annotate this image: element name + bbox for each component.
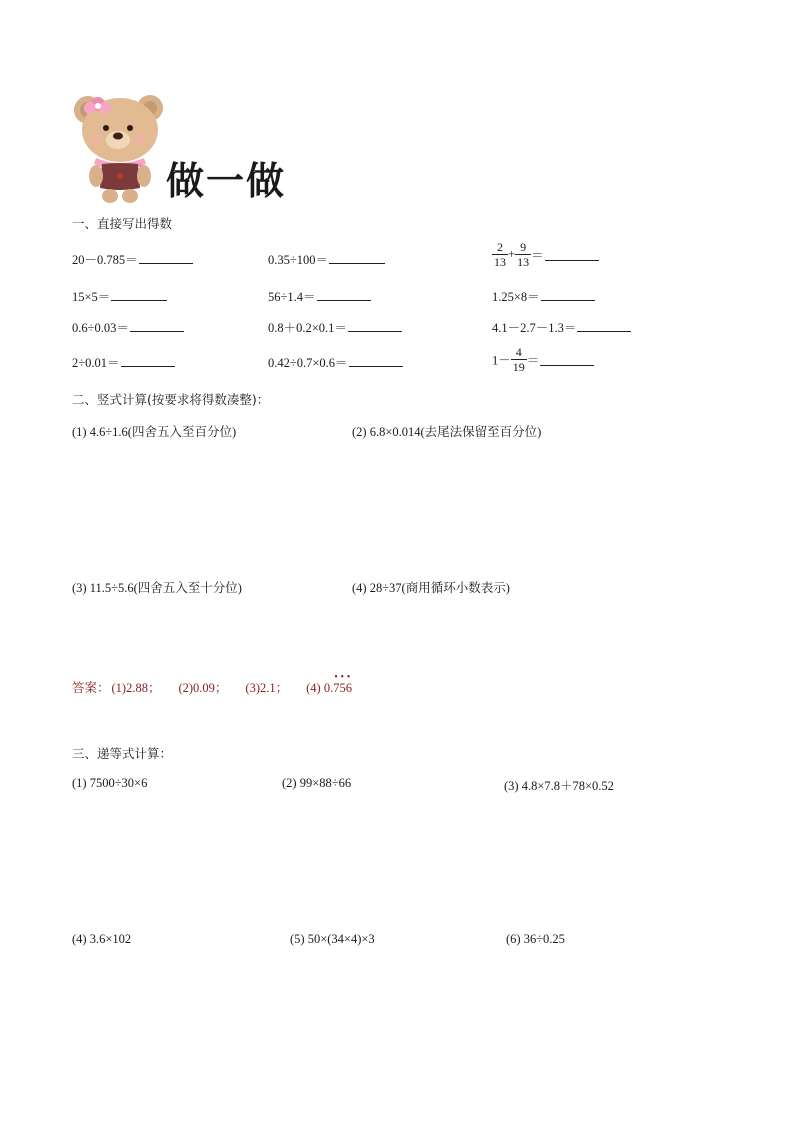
s3-item-5: (5) 50×(34×4)×3 [290, 932, 375, 946]
fraction-b: $\frac{9}{13}$ [517, 240, 530, 269]
s1-item-3-2: 0.8＋0.2×0.1＝ [268, 318, 402, 336]
s2-item-3: (3) 11.5÷5.6(四舍五入至十分位) [72, 581, 242, 595]
answer-blank[interactable] [541, 288, 595, 301]
s1-item-4-3: 1－ $\frac{4}{19}$ ＝ [492, 345, 594, 374]
section1-title: 一、直接写出得数 [72, 216, 173, 231]
answer-blank[interactable] [545, 248, 599, 261]
answer-line [72, 672, 352, 696]
page-heading: 做一做 [166, 159, 287, 203]
fraction-a: $\frac{2}{13}$ [494, 240, 506, 269]
s1-item-3-3: 4.1－2.7－1.3＝ [492, 318, 631, 336]
answer-4: (4) 0. • 7 • 5 • 6 [306, 672, 352, 695]
s2-item-4: (4) 28÷37(商用循环小数表示) [352, 581, 510, 595]
section2-title: 二、竖式计算(按要求将得数凑整)： [72, 392, 270, 407]
section3-title: 三、递等式计算： [72, 746, 173, 761]
answer-blank[interactable] [348, 319, 402, 332]
answer-blank[interactable] [139, 251, 193, 264]
answer-blank[interactable] [329, 251, 385, 264]
fraction-c: $\frac{4}{19}$ [512, 345, 525, 374]
s1-item-4-1: 2÷0.01＝ [72, 353, 175, 371]
s1-item-1-3: $\frac{2}{13}$ + $\frac{9}{13}$ ＝ [492, 240, 599, 269]
answer-blank[interactable] [121, 354, 175, 367]
s3-item-6: (6) 36÷0.25 [506, 932, 565, 946]
repeating-digit: • 7 [333, 672, 340, 695]
s1-item-2-1: 15×5＝ [72, 287, 167, 305]
answer-blank[interactable] [111, 288, 167, 301]
s1-item-2-2: 56÷1.4＝ [268, 287, 371, 305]
s1-item-1-2: 0.35÷100＝ [268, 250, 385, 268]
s3-item-3: (3) 4.8×7.8＋78×0.52 [504, 779, 614, 793]
answer-blank[interactable] [317, 288, 371, 301]
s1-item-4-2: 0.42÷0.7×0.6＝ [268, 353, 403, 371]
s3-item-4: (4) 3.6×102 [72, 932, 132, 946]
answer-1: (1)2.88； [111, 681, 161, 695]
bear-mascot-image [68, 92, 172, 204]
s1-item-1-1: 20－0.785＝ [72, 250, 193, 268]
s2-item-1: (1) 4.6÷1.6(四舍五入至百分位) [72, 425, 237, 439]
s3-item-2: (2) 99×88÷66 [282, 776, 352, 790]
answer-3: (3)2.1； [245, 681, 289, 695]
answer-label: 答案： [72, 681, 110, 695]
s3-item-1: (1) 7500÷30×6 [72, 776, 148, 790]
s2-item-2: (2) 6.8×0.014(去尾法保留至百分位) [352, 425, 542, 439]
answer-blank[interactable] [540, 353, 594, 366]
s1-item-3-1: 0.6÷0.03＝ [72, 318, 184, 336]
answer-blank[interactable] [577, 319, 631, 332]
answer-2: (2)0.09； [178, 681, 228, 695]
repeating-digit: • 6 [345, 672, 352, 695]
answer-blank[interactable] [349, 354, 403, 367]
answer-blank[interactable] [130, 319, 184, 332]
s1-item-2-3: 1.25×8＝ [492, 287, 595, 305]
repeating-digit: • 5 [339, 672, 346, 695]
